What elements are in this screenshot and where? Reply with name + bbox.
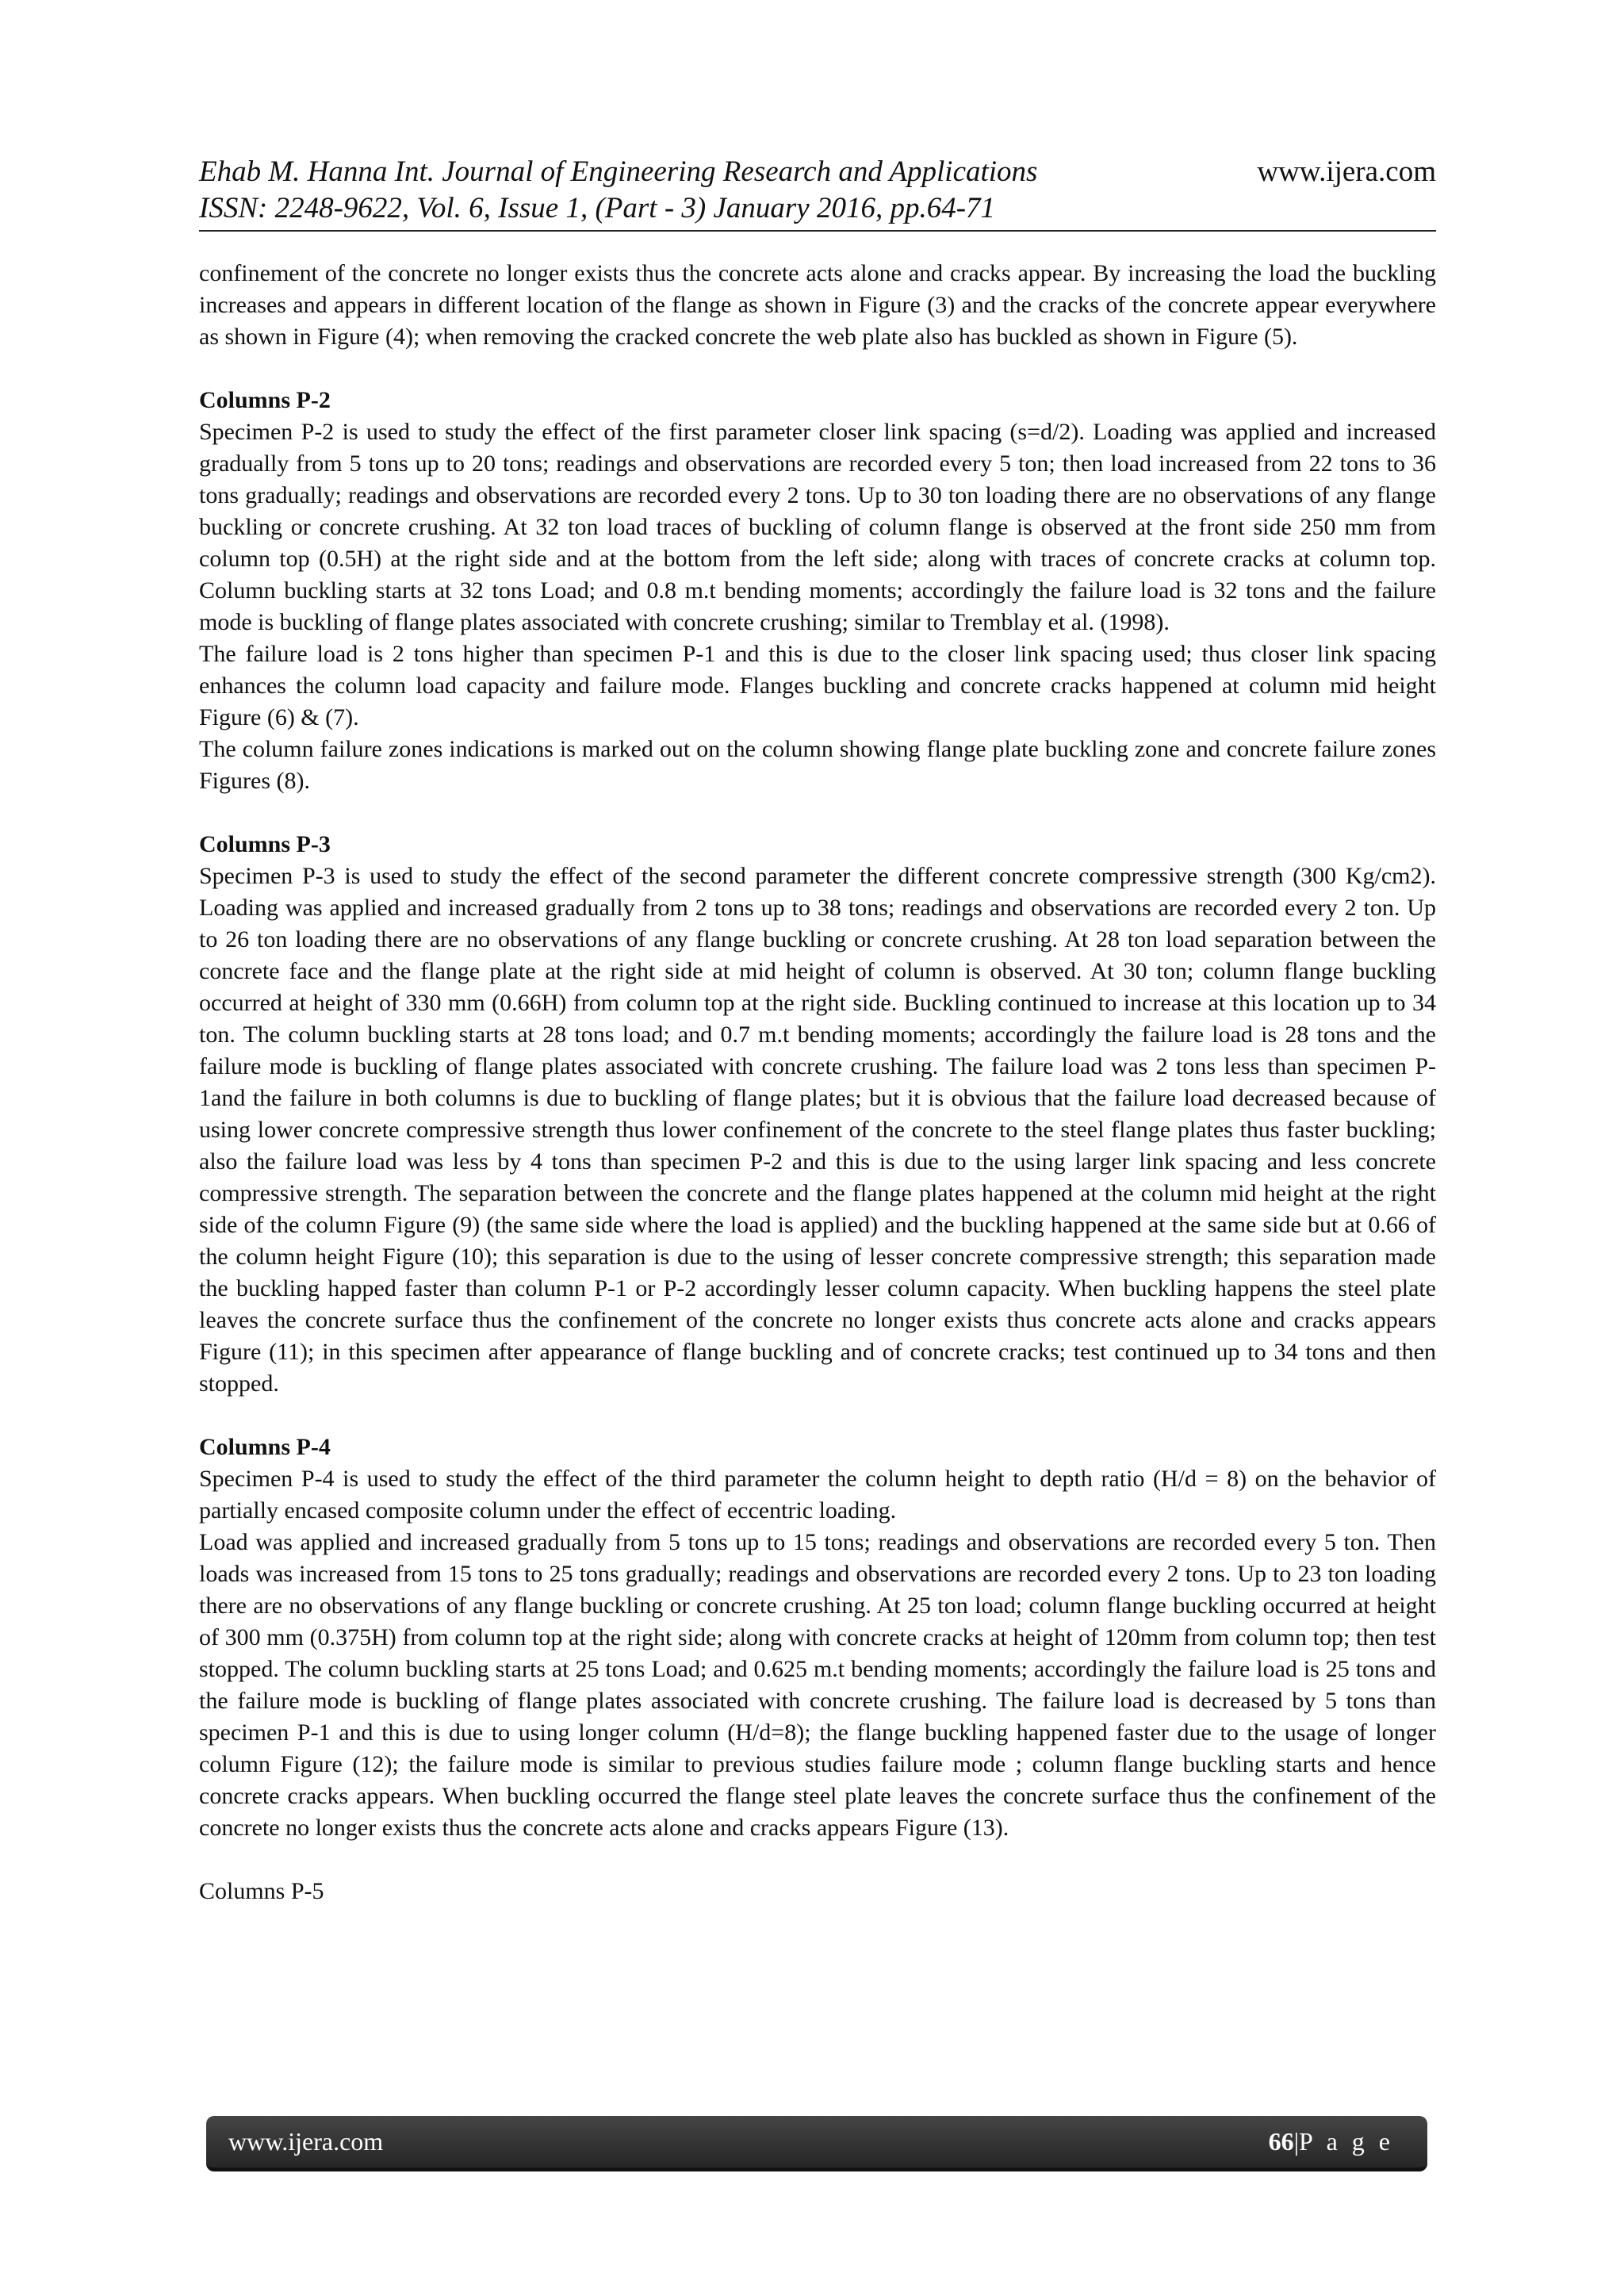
paragraph-p2-2: The failure load is 2 tons higher than specimen P-1 and this is due to the closer link spacing used; thus closer link spacing enhances the column load capacity and failure mode. Flanges buckling and concrete cracks happened at column mid height Figure (6) & (7). bbox=[199, 641, 1436, 730]
section-heading-p4: Columns P-4 bbox=[199, 1434, 331, 1460]
page-indicator bbox=[1269, 2127, 1394, 2156]
paragraph-p4-1: Specimen P-4 is used to study the effect of the third parameter the column height to depth ratio (H/d = 8) on the behavior of partially encased composite column under the effect of eccentric loading. bbox=[199, 1466, 1436, 1524]
section-heading-p3: Columns P-3 bbox=[199, 831, 331, 857]
paragraph-p4-2: Load was applied and increased gradually from 5 tons up to 15 tons; readings and observations are recorded every 5 ton. Then loads was increased from 15 tons to 25 tons gradually; readings and observations are recorded every 2 tons. Up to 23 ton loading there are no observations of any flange buckling or concrete crushing. At 25 ton load; column flange buckling occurred at height of 300 mm (0.375H) from column top at the right side; along with concrete cracks at height of 120mm from column top; then test stopped. The column buckling starts at 25 tons Load; and 0.625 m.t bending moments; accordingly the failure load is 25 tons and the failure mode is buckling of flange plates associated with concrete crushing. The failure load is decreased by 5 tons than specimen P-1 and this is due to using longer column (H/d=8); the flange buckling happened faster due to the usage of longer column Figure (12); the failure mode is similar to previous studies failure mode ; column flange buckling starts and hence concrete cracks appears. When buckling occurred the flange steel plate leaves the concrete surface thus the confinement of the concrete no longer exists thus the concrete acts alone and cracks appears Figure (13). bbox=[199, 1529, 1436, 1841]
paragraph-p2-3: The column failure zones indications is marked out on the column showing flange plate buckling zone and concrete failure zones Figures (8). bbox=[199, 736, 1436, 794]
page-number: 66 bbox=[1268, 2127, 1294, 2156]
paragraph-p2-1: Specimen P-2 is used to study the effect of the first parameter closer link spacing (s=d/2). Loading was applied and increased gradually from 5 tons up to 20 tons; readings and observations are recorded every 5 ton; then load increased from 22 tons to 36 tons gradually; readings and observations are recorded every 2 tons. Up to 30 ton loading there are no observations of any flange buckling or concrete crushing. At 32 ton load traces of buckling of column flange is observed at the front side 250 mm from column top (0.5H) at the right side and at the bottom from the left side; along with traces of concrete cracks at column top. Column buckling starts at 32 tons Load; and 0.8 m.t bending moments; accordingly the failure load is 32 tons and the failure mode is buckling of flange plates associated with concrete crushing; similar to Tremblay et al. (1998). bbox=[199, 419, 1436, 635]
section-heading-p5: Columns P-5 bbox=[199, 1878, 324, 1904]
paragraph-p3-1: Specimen P-3 is used to study the effect of the second parameter the different concrete compressive strength (300 Kg/cm2). Loading was applied and increased gradually from 2 tons up to 38 tons; readings and observations are recorded every 2 ton. Up to 26 ton loading there are no observations of any flange buckling or concrete crushing. At 28 ton load separation between the concrete face and the flange plate at the right side at mid height of column is observed. At 30 ton; column flange buckling occurred at height of 330 mm (0.66H) from column top at the right side. Buckling continued to increase at this location up to 34 ton. The column buckling starts at 28 tons load; and 0.7 m.t bending moments; accordingly the failure load is 28 tons and the failure mode is buckling of flange plates associated with concrete crushing. The failure load was 2 tons less than specimen P-1and the failure in both columns is due to buckling of flange plates; but it is obvious that the failure load decreased because of using lower concrete compressive strength thus lower confinement of the concrete to the steel flange plates thus faster buckling; also the failure load was less by 4 tons than specimen P-2 and this is due to the using larger link spacing and less concrete compressive strength. The separation between the concrete and the flange plates happened at the column mid height at the right side of the column Figure (9) (the same side where the load is applied) and the buckling happened at the same side but at 0.66 of the column height Figure (10); this separation is due to the using of lesser concrete compressive strength; this separation made the buckling happed faster than column P-1 or P-2 accordingly lesser column capacity. When buckling happens the steel plate leaves the concrete surface thus the confinement of the concrete no longer exists thus concrete acts alone and cracks appears Figure (11); in this specimen after appearance of flange buckling and of concrete cracks; test continued up to 34 tons and then stopped. bbox=[199, 863, 1436, 1397]
page-separator: | bbox=[1293, 2127, 1299, 2156]
section-heading-p2: Columns P-2 bbox=[199, 387, 331, 413]
page-header bbox=[199, 154, 1436, 232]
footer-url[interactable]: www.ijera.com bbox=[228, 2127, 384, 2156]
article-body bbox=[199, 258, 1436, 1907]
journal-citation: Ehab M. Hanna Int. Journal of Engineering Research and Applications bbox=[199, 155, 1038, 188]
intro-paragraph: confinement of the concrete no longer exists thus the concrete acts alone and cracks appear. By increasing the load the buckling increases and appears in different location of the flange as shown in Figure (3) and the cracks of the concrete appear everywhere as shown in Figure (4); when removing the cracked concrete the web plate also has buckled as shown in Figure (5). bbox=[199, 260, 1436, 350]
page-footer bbox=[206, 2116, 1427, 2171]
journal-issn: ISSN: 2248-9622, Vol. 6, Issue 1, (Part - 3) January 2016, pp.64-71 bbox=[199, 192, 996, 224]
header-url[interactable]: www.ijera.com bbox=[1257, 155, 1436, 188]
header-top-line bbox=[199, 154, 1436, 190]
page-word: P a g e bbox=[1298, 2127, 1394, 2156]
